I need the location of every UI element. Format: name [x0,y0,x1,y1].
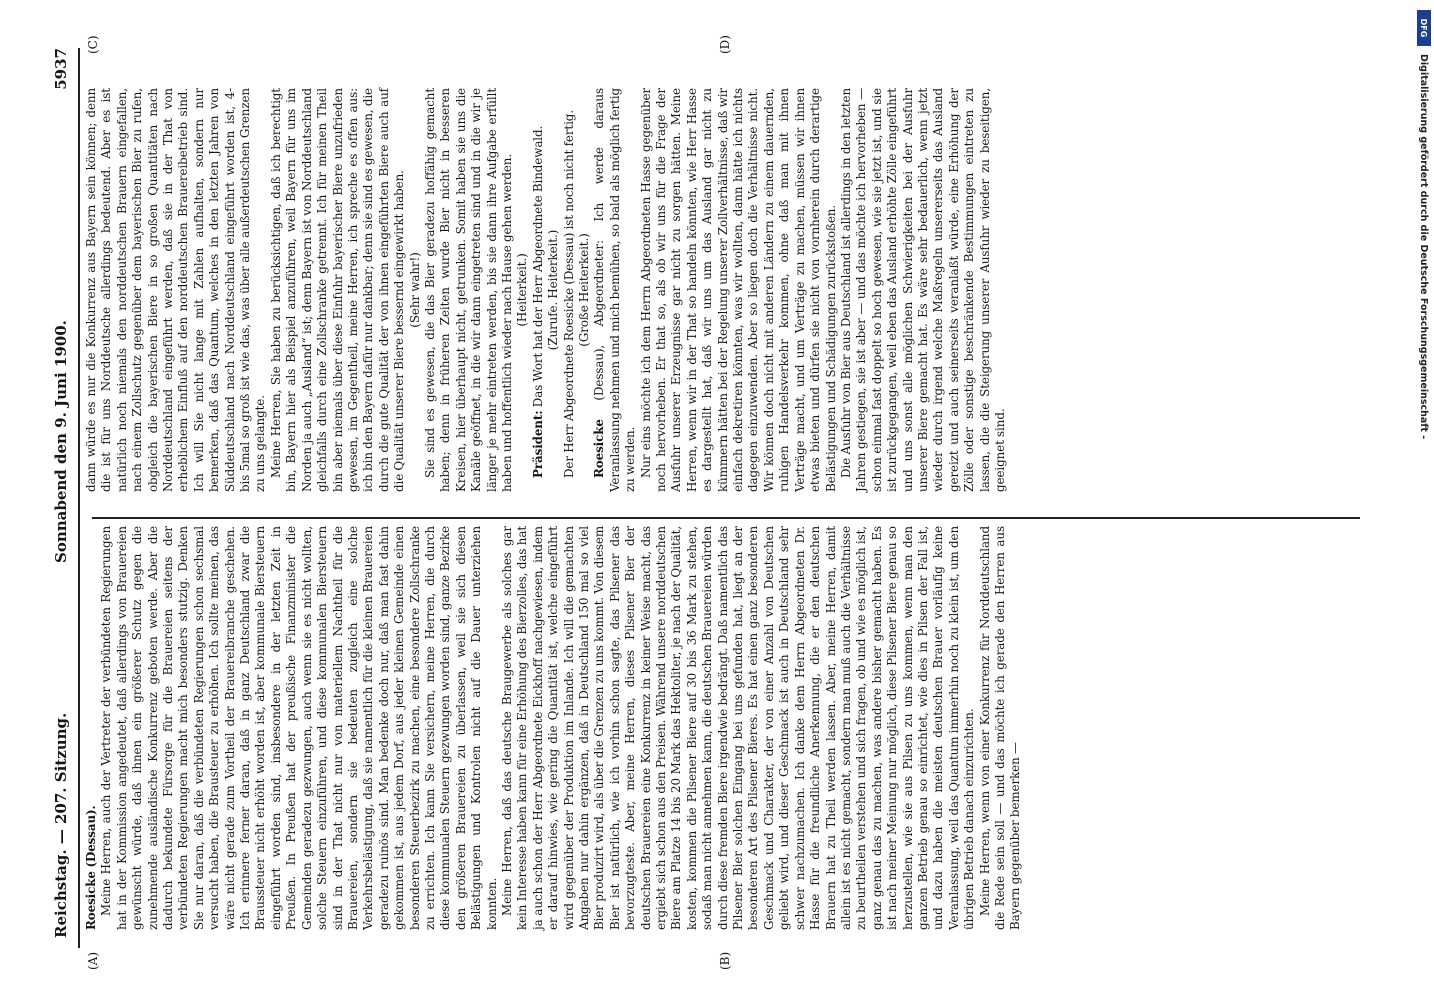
header-session: Reichstag. — 207. Sitzung. [52,712,70,938]
paragraph: dann würde es nur die Konkurrenz aus Bayern sein können; denn die ist für uns Norddeutsche allerdings bedeutend. Aber es ist natürlich noch niemals den norddeutschen Brauern eingefallen, nach einem Zollschutz gegenüber dem bayerischen Bier zu rufen, obgleich die bayerischen Biere in so großen Quantitäten nach Norddeutschland eingeführt werden, daß sie in der That von erheblichem Einfluß auf den norddeutschen Brauereibetrieb sind. Ich will Sie nicht lange mit Zahlen aufhalten, sondern nur bemerken, daß das Quantum, welches in den letzten Jahren von Süddeutschland nach Norddeutschland eingeführt worden ist, 4- bis 5mal so groß ist wie das, was über alle außerdeutschen Grenzen zu uns gelangte. [84,88,268,492]
president-text: Das Wort hat der Herr Abgeordnete Bindewald. [530,125,545,408]
paragraph: Sie sind es gewesen, die das Bier geradezu hoffähig gemacht haben; denn in früheren Zeiten wurde Bier nicht in besseren Kreisen, hier überhaupt nicht, getrunken. Somit haben sie uns die Kanäle geöffnet, in die wir dann eingetreten sind und in die wir je länger je mehr eintreten werden, bis sie dann ihre Aufgabe erfüllt haben und hoffentlich wieder nach Hause gehen werden. [422,88,514,492]
paragraph: Die Ausfuhr von Bier aus Deutschland ist allerdings in den letzten Jahren gestiegen, sie ist aber — und das möchte ich hervorheben — schon einmal fast doppelt so hoch gewesen, wie sie jetzt ist, und sie ist zurückgegangen, weil eben das Ausland erhöhte Zölle eingeführt und uns sonst alle möglichen Schwierigkeiten bei der Ausfuhr unserer Biere gemacht hat. Es wäre sehr bedauerlich, wenn jetzt wieder durch irgend welche Maßregeln unsererseits das Ausland gereizt und auch seinerseits veranlaßt würde, eine Erhöhung der Zölle oder sonstige beschränkende Bestimmungen eintreten zu lassen, die die Steigerung unserer Ausfuhr wieder zu beseitigen, geeignet sind. [838,88,1007,492]
president-label: Präsident: [530,410,545,478]
funding-text: Digitalisierung gefördert durch die Deutsche Forschungsgemeinschaft - [1418,54,1429,440]
paragraph: Meine Herren, daß das deutsche Braugewerbe als solches gar kein Interesse haben kann für eine Erhöhung des Bierzolles, das hat ja auch schon der Herr Abgeordnete Eickhoff nachgewiesen, indem er darauf hinwies, wie gering die Quantität ist, welche eingeführt wird gegenüber der Produktion im Inlande. Ich will die gemachten Angaben nur dahin ergänzen, daß in Deutschland 150 mal so viel Bier produzirt wird, als über die Grenzen zu uns kommt. Von diesem Bier ist natürlich, wie ich vorhin schon sagte, das Pilsener das bevorzugteste. Aber, meine Herren, dieses Pilsener Bier der deutschen Brauereien eine Konkurrenz in keiner Weise macht, das ergiebt sich schon aus den Preisen. Während unsere norddeutschen Biere am Platze 14 bis 20 Mark das Hektoliter, je nach der Qualität, kosten, kommen die Pilsener Biere auf 30 bis 36 Mark zu stehen, sodaß man nicht annehmen kann, die deutschen Brauereien würden durch diese fremden Biere irgendwie bedrängt. Daß namentlich das Pilsener Bier solchen Eingang bei uns gefunden hat, liegt an der besonderen Art des Pilsener Bieres. Es hat einen ganz besonderen Geschmack und Charakter, der von einer Anzahl von Deutschen geliebt wird, und dieser Geschmack ist auch in Deutschland sehr schwer nachzumachen. Ich danke dem Herrn Abgeordneten Dr. Hasse für die freundliche Anerkennung, die er den deutschen Brauern hat zu Theil werden lassen. Aber, meine Herren, damit allein ist es nicht gemacht, sondern man muß auch die Verhältnisse zu beurtheilen verstehen und sich fragen, ob und wie es möglich ist, ganz genau das zu machen, was andere bisher gemacht haben. Es ist nach meiner Meinung nur möglich, diese Pilsener Biere genau so herzustellen, wie sie aus Pilsen zu uns kommen, wenn man den ganzen Betrieb genau so einrichtet, wie dies in Pilsen der Fall ist, und dazu haben die meisten deutschen Brauer vorläufig keine Veranlassung, weil das Quantum immerhin noch zu klein ist, um den übrigen Betrieb danach einzurichten. [499,525,977,930]
paragraph: Meine Herren, wenn von einer Konkurrenz für Norddeutschland die Rede sein soll — und das möchte ich gerade den Herren aus Bayern gegenüber bemerken — [977,526,1023,930]
paragraph: Meine Herren, auch der Vertreter der verbündeten Regierungen hat in der Kommission angedeutet, daß allerdings von Brauereien gewünscht würde, daß ihnen ein größerer Schutz gegen die zunehmende ausländische Konkurrenz geboten werde. Aber die dadurch bekundete Fürsorge für die Brauereien seitens der verbündeten Regierungen macht mich besonders stutzig. Denken Sie nur daran, daß die verbündeten Regierungen schon sechsmal versucht haben, die Brausteuer zu erhöhen. Ich sollte meinen, das wäre nicht gerade zum Vortheil der Brauereibranche geschehen. Ich erinnere ferner daran, daß in ganz Deutschland zwar die Braussteuer nicht erhöht worden ist, aber kommunale Biersteuern eingeführt worden sind, insbesondere in der letzten Zeit in Preußen. In Preußen hat der preußische Finanzminister die Gemeinden geradezu gezwungen, auch wenn sie es nicht wollten, solche Steuern einzuführen, und diese kommunalen Biersteuern sind in der That nicht nur von materiellem Nachtheil für die Brauereien, sondern sie bedeuten zugleich eine solche Verkehrsbelästigung, daß sie namentlich für die kleinen Brauereien geradezu ruinös sind. Man bedenke doch nur, daß man fast dahin gekommen ist, aus jedem Dorf, aus jeder kleinen Gemeinde einen besonderen Steuerbezirk zu machen, eine besondere Zollschranke zu errichten. Ich kann Sie versichern, meine Herren, die durch diese kommunalen Steuern gezwungen worden sind, ganze Bezirke den größeren Brauereien zu überlassen, weil sie sich diesen Belästigungen und Kontrolen nicht auf die Dauer unterziehen konnten. [99,526,499,930]
interjection: (Zurufe. Heiterkeit.) [546,229,561,351]
speaker-name: Roesicke [592,419,607,478]
column-divider [92,517,1360,519]
page-header [46,48,76,948]
interjection: (Sehr wahr!) [407,252,422,328]
marker-b: (B) [718,951,732,970]
marker-a: (A) [86,951,100,970]
right-column [84,88,1008,492]
header-rule [78,48,80,948]
paragraph: Der Herr Abgeordnete Roesicke (Dessau) ist noch nicht fertig. [561,109,576,478]
speaker-text: (Dessau), Abgeordneter: Ich werde daraus Veranlassung nehmen und mich bemühen, so bald als möglich fertig zu werden. [592,88,638,492]
interjection: (Große Heiterkeit.) [577,233,591,347]
page-number: 5937 [52,48,70,90]
dfg-logo: DFG [1417,10,1431,46]
speaker-paragraph [592,88,638,492]
marker-d: (D) [718,35,732,54]
speaker-line: Roesicke (Dessau). [84,805,98,930]
paragraph: Meine Herren, Sie haben zu berücksichtigen, daß ich berechtigt bin, Bayern hier als Beispiel anzuführen, weil Bayern für uns im Norden ja auch „Ausland“ ist; denn Bayern ist von Norddeutschland gleichfalls durch eine Zollschranke getrennt. Ich für meinen Theil bin aber niemals über diese Einfuhr bayerischer Biere unzufrieden gewesen, im Gegentheil, meine Herren, ich spreche es offen aus: ich bin den Bayern dafür nur dankbar; denn sie sind es gewesen, die durch die gute Qualität der von ihnen eingeführten Biere auch auf die Qualität unserer Biere bessernd eingewirkt haben. [268,88,407,492]
president-remark [531,88,546,492]
header-date: Sonnabend den 9. Juni 1900. [52,320,70,563]
paragraph: Nur eins möchte ich dem Herrn Abgeordneten Hasse gegenüber noch hervorheben. Er that so, als ob wir uns für die Frage der Ausfuhr unserer Erzeugnisse gar nicht zu sorgen hätten. Meine Herren, wenn wir in der That so handeln könnten, wie Herr Hasse es dargestellt hat, daß wir uns um das Ausland gar nicht zu kümmern hätten bei der Regelung unserer Zollverhältnisse, daß wir einfach dekretiren könnten, was wir wollten, dann hätte ich nichts dagegen einzuwenden. Aber so liegen doch die Verhältnisse nicht. Wir können doch nicht mit anderen Ländern zu einem dauernden, ruhigen Handelsverkehr kommen, ohne daß man mit ihnen Verträge macht, und um Verträge zu machen, müssen wir ihnen etwas bieten und dürfen sie nicht von vornherein durch derartige Belästigungen und Schädigungen zurückstoßen. [638,88,838,492]
funding-note [1417,10,1431,990]
left-column [84,526,1024,930]
interjection: (Heiterkeit.) [515,253,530,327]
marker-c: (C) [86,35,100,54]
